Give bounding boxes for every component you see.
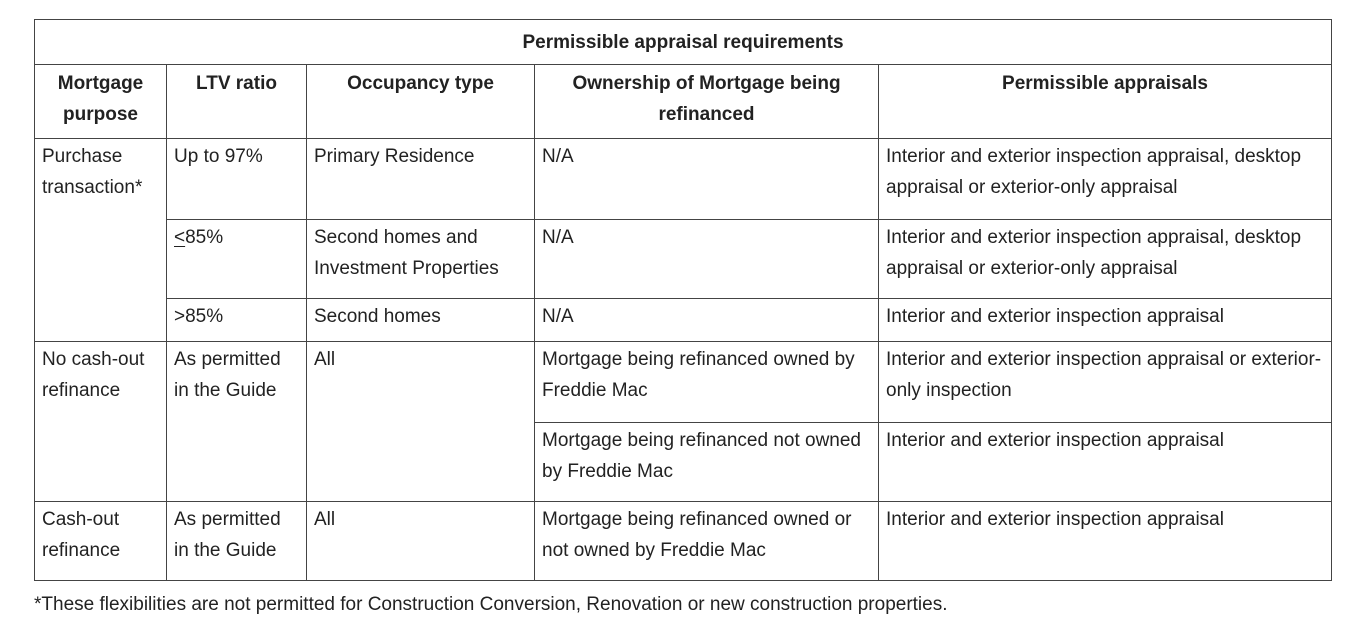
header-ltv-ratio: LTV ratio (167, 65, 307, 139)
table-header-row (35, 65, 1332, 139)
header-mortgage-purpose: Mortgage purpose (35, 65, 167, 139)
appraisal-requirements-table (34, 19, 1332, 581)
cell-occupancy: Second homes (307, 299, 535, 342)
cell-occupancy: Primary Residence (307, 139, 535, 220)
cell-purpose-cash-out: Cash-out refinance (35, 502, 167, 581)
cell-purpose-no-cash-out: No cash-out refinance (35, 342, 167, 502)
cell-occupancy: All (307, 502, 535, 581)
cell-ltv: As permitted in the Guide (167, 502, 307, 581)
cell-appraisals: Interior and exterior inspection appraisal (879, 502, 1332, 581)
cell-ltv (167, 220, 307, 299)
table-row (35, 139, 1332, 220)
cell-ownership: Mortgage being refinanced owned by Freddie Mac (535, 342, 879, 423)
cell-ltv: As permitted in the Guide (167, 342, 307, 502)
less-or-equal-symbol: < (174, 227, 186, 248)
cell-ownership: N/A (535, 220, 879, 299)
cell-ownership: Mortgage being refinanced not owned by Freddie Mac (535, 423, 879, 502)
header-permissible-appraisals: Permissible appraisals (879, 65, 1332, 139)
table-row (35, 342, 1332, 423)
table-title: Permissible appraisal requirements (35, 20, 1332, 65)
table-row (35, 502, 1332, 581)
cell-ownership: Mortgage being refinanced owned or not owned by Freddie Mac (535, 502, 879, 581)
cell-occupancy: Second homes and Investment Properties (307, 220, 535, 299)
ltv-value: 85% (185, 227, 224, 248)
appraisal-requirements-table-wrapper (34, 19, 1331, 581)
table-row (35, 299, 1332, 342)
cell-ltv: Up to 97% (167, 139, 307, 220)
table-row (35, 220, 1332, 299)
footnote: *These flexibilities are not permitted for Construction Conversion, Renovation or new construction properties. (34, 594, 948, 615)
header-ownership: Ownership of Mortgage being refinanced (535, 65, 879, 139)
cell-purpose-purchase: Purchase transaction* (35, 139, 167, 342)
cell-ownership: N/A (535, 299, 879, 342)
cell-ltv: >85% (167, 299, 307, 342)
cell-appraisals: Interior and exterior inspection appraisal or exterior-only inspection (879, 342, 1332, 423)
table-title-row (35, 20, 1332, 65)
cell-appraisals: Interior and exterior inspection appraisal (879, 423, 1332, 502)
cell-appraisals: Interior and exterior inspection appraisal (879, 299, 1332, 342)
cell-occupancy: All (307, 342, 535, 502)
header-occupancy-type: Occupancy type (307, 65, 535, 139)
cell-appraisals: Interior and exterior inspection appraisal, desktop appraisal or exterior-only appraisal (879, 220, 1332, 299)
cell-appraisals: Interior and exterior inspection appraisal, desktop appraisal or exterior-only appraisal (879, 139, 1332, 220)
cell-ownership: N/A (535, 139, 879, 220)
